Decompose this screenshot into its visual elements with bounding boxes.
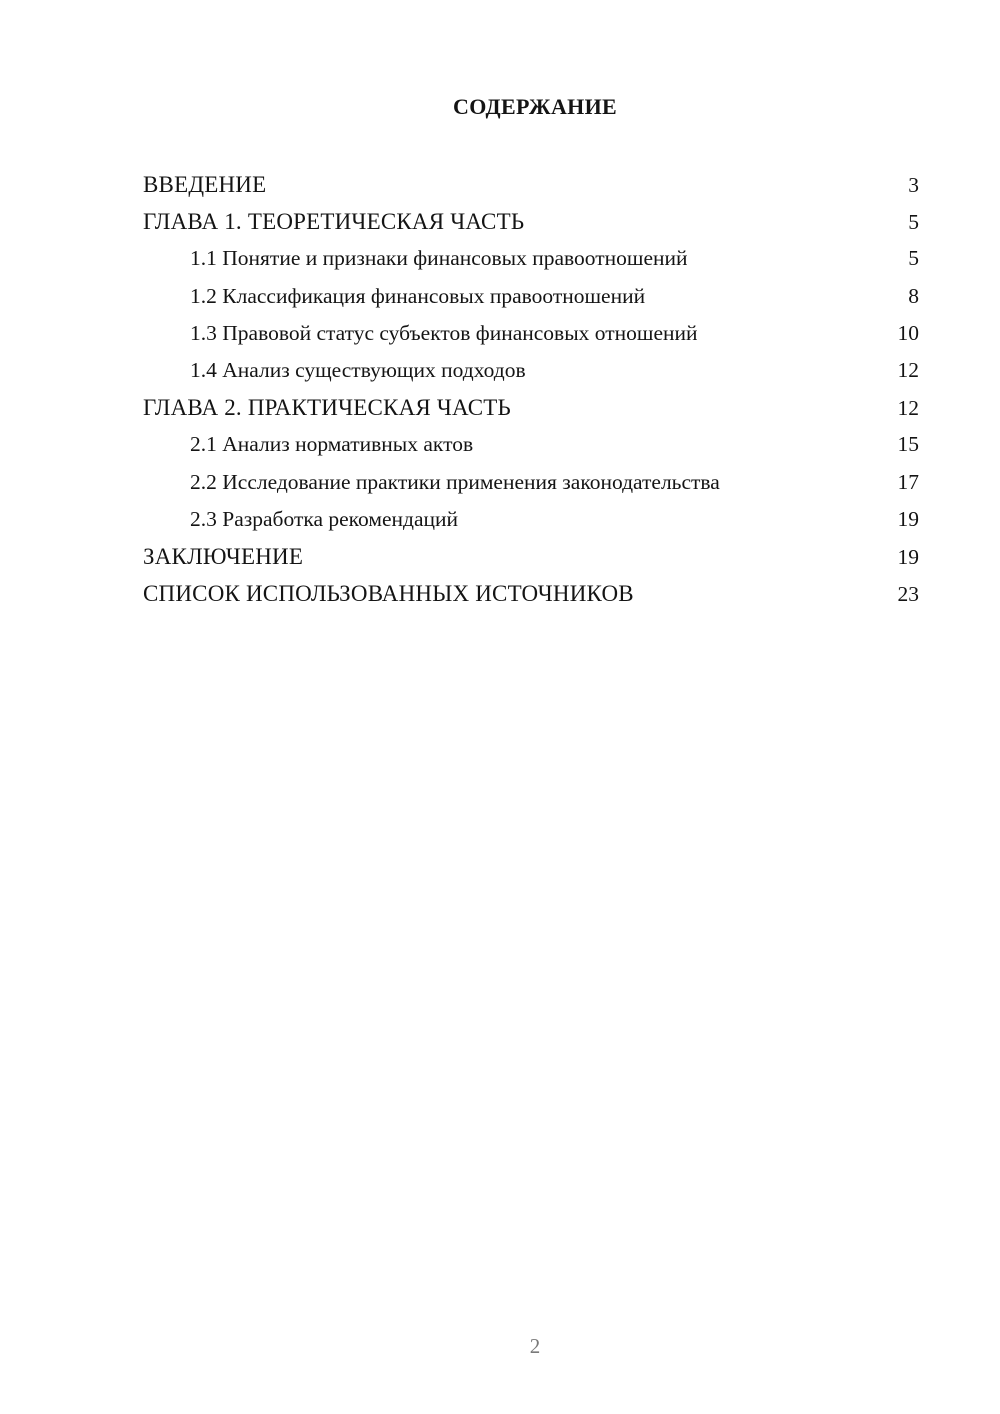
toc-entry-label: 2.2 Исследование практики применения законодательства [190, 469, 720, 494]
toc-entry-label: ГЛАВА 1. ТЕОРЕТИЧЕСКАЯ ЧАСТЬ [143, 209, 525, 235]
toc-entry-chapter-2[interactable] [143, 389, 919, 426]
toc-entry-page: 12 [897, 396, 919, 421]
toc-entry-page: 12 [897, 357, 919, 382]
toc-entry-page: 15 [897, 432, 919, 457]
toc-entry-page: 3 [908, 173, 919, 197]
toc-entry-section-2-2[interactable] [143, 464, 919, 501]
toc-entry-label: 2.1 Анализ нормативных актов [190, 432, 474, 457]
toc-entry-references[interactable] [143, 575, 919, 612]
toc-entry-page: 19 [897, 506, 919, 531]
toc-entry-introduction[interactable] [143, 166, 919, 203]
toc-entry-label: ГЛАВА 2. ПРАКТИЧЕСКАЯ ЧАСТЬ [143, 395, 511, 421]
toc-entry-label: ВВЕДЕНИЕ [143, 172, 267, 197]
toc-entry-section-1-4[interactable] [143, 352, 919, 389]
toc-entry-page: 17 [897, 469, 919, 494]
toc-entry-label: 1.4 Анализ существующих подходов [190, 357, 526, 382]
toc-entry-page: 5 [908, 246, 919, 271]
toc-entry-chapter-1[interactable] [143, 203, 919, 240]
toc-entry-section-1-1[interactable] [143, 240, 919, 277]
toc-entry-page: 8 [908, 283, 919, 308]
toc-entry-label: ЗАКЛЮЧЕНИЕ [143, 543, 304, 569]
toc-entry-label: 2.3 Разработка рекомендаций [190, 506, 459, 531]
toc-entry-page: 23 [897, 582, 919, 607]
toc-entry-conclusion[interactable] [143, 538, 919, 575]
toc-entry-page: 5 [908, 210, 919, 235]
toc-entry-label: 1.1 Понятие и признаки финансовых правоотношений [190, 246, 688, 271]
toc-entry-section-1-3[interactable] [143, 315, 919, 352]
toc-entry-label: СПИСОК ИСПОЛЬЗОВАННЫХ ИСТОЧНИКОВ [143, 581, 634, 607]
toc-list [143, 166, 919, 612]
toc-entry-page: 19 [897, 544, 919, 569]
toc-title: СОДЕРЖАНИЕ [453, 94, 617, 119]
toc-entry-label: 1.2 Классификация финансовых правоотношений [190, 283, 646, 308]
page-number: 2 [529, 1334, 541, 1358]
toc-entry-label: 1.3 Правовой статус субъектов финансовых отношений [190, 320, 698, 345]
toc-entry-page: 10 [897, 320, 919, 345]
toc-entry-section-2-1[interactable] [143, 426, 919, 463]
toc-entry-section-2-3[interactable] [143, 501, 919, 538]
toc-entry-section-1-2[interactable] [143, 278, 919, 315]
